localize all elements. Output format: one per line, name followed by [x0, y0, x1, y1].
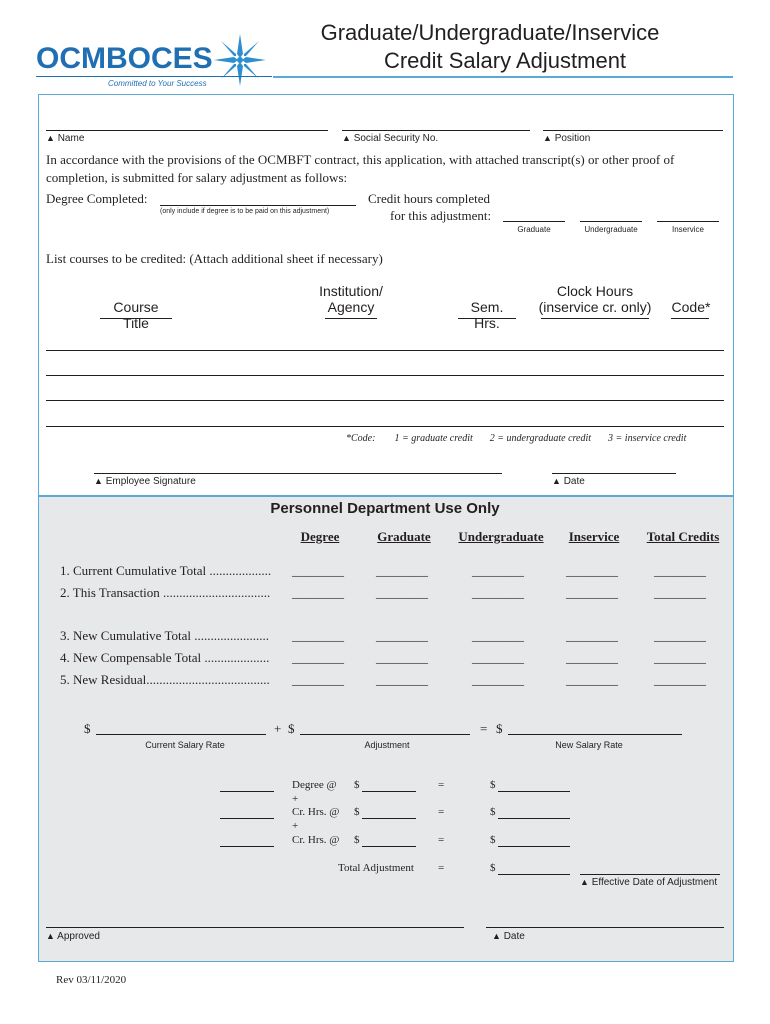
total-adjustment-field[interactable]: [498, 874, 570, 875]
pd-row-field[interactable]: ________: [292, 628, 344, 643]
course-row-line[interactable]: [46, 400, 724, 401]
ssn-label-text: Social Security No.: [353, 133, 439, 144]
adjustment-field[interactable]: [300, 734, 470, 735]
ssn-label: [342, 133, 438, 144]
col-institution-line1: Institution/: [319, 283, 383, 299]
pd-row-field[interactable]: ________: [292, 585, 344, 600]
approved-label: [46, 931, 100, 942]
degree-rate-field[interactable]: [362, 791, 416, 792]
name-line[interactable]: [46, 130, 328, 131]
inservice-hours-field[interactable]: [657, 221, 719, 222]
approved-label-text: Approved: [57, 931, 100, 942]
current-salary-rate-label: Current Salary Rate: [145, 740, 225, 750]
equals-sign: =: [438, 806, 445, 818]
intro-text: In accordance with the provisions of the OCMBFT contract, this application, with attached transcript(s) or other proof of completion, is submitted for salary adjustment as follows:: [46, 152, 675, 185]
triangle-up-icon: ▲: [552, 476, 561, 486]
cr-hrs-at-label: Cr. Hrs. @: [292, 806, 340, 818]
col-sem-hrs-underline: [458, 318, 516, 319]
snowflake-logo-icon: [212, 32, 268, 88]
triangle-up-icon: ▲: [342, 133, 351, 143]
dollar-sign: $: [490, 779, 496, 791]
col-course-title-underline: [100, 318, 172, 319]
plus-sign: +: [292, 820, 299, 832]
position-label-text: Position: [554, 133, 591, 144]
title-underline: [273, 76, 733, 78]
cr-hrs-rate-field-1[interactable]: [362, 818, 416, 819]
pd-row-field[interactable]: ________: [654, 585, 706, 600]
pd-row-field[interactable]: ________: [566, 563, 618, 578]
code-legend: [346, 433, 686, 444]
approved-date-label-text: Date: [503, 931, 525, 942]
personnel-title: Personnel Department Use Only: [270, 500, 500, 517]
pd-row-field[interactable]: ________: [376, 585, 428, 600]
pd-row-field[interactable]: ________: [654, 650, 706, 665]
pd-row-field[interactable]: ________: [566, 672, 618, 687]
code-1: 1 = graduate credit: [394, 433, 473, 444]
employee-signature-label: [94, 476, 196, 487]
dollar-sign: $: [490, 806, 496, 818]
name-label-text: Name: [57, 133, 85, 144]
employee-date-label-text: Date: [563, 476, 585, 487]
pd-row-field[interactable]: ________: [472, 628, 524, 643]
triangle-up-icon: ▲: [94, 476, 103, 486]
code-3: 3 = inservice credit: [608, 433, 687, 444]
approved-date-line[interactable]: [486, 927, 724, 928]
col-sem-hrs-text: Sem. Hrs.: [470, 299, 504, 331]
pd-row-field[interactable]: ________: [292, 563, 344, 578]
pd-row-label: 3. New Cumulative Total .......................: [60, 628, 269, 643]
pd-row-field[interactable]: ________: [376, 628, 428, 643]
col-code-text: Code*: [671, 299, 711, 315]
employee-date-label: [552, 476, 585, 487]
triangle-up-icon: ▲: [46, 931, 55, 941]
col-course-title-text: Course Title: [113, 299, 159, 331]
new-salary-rate-field[interactable]: [508, 734, 682, 735]
ssn-line[interactable]: [342, 130, 530, 131]
approved-line[interactable]: [46, 927, 464, 928]
dollar-sign: $: [490, 862, 496, 874]
salary-equation: [84, 721, 91, 737]
col-clock-line2: (inservice cr. only): [538, 299, 652, 315]
pd-row-field[interactable]: ________: [566, 628, 618, 643]
pd-row-field[interactable]: ________: [654, 672, 706, 687]
pd-row-field[interactable]: ________: [292, 672, 344, 687]
dollar-sign: $: [288, 721, 295, 736]
dollar-sign: $: [490, 834, 496, 846]
dollar-sign: $: [354, 806, 360, 818]
position-line[interactable]: [543, 130, 723, 131]
dollar-sign: $: [84, 721, 91, 736]
pd-row-field[interactable]: ________: [472, 650, 524, 665]
form-title-line1: Graduate/Undergraduate/Inservice: [320, 20, 660, 45]
pd-row-label: 1. Current Cumulative Total ...................: [60, 563, 272, 578]
col-sem-hrs: [456, 299, 518, 331]
undergraduate-label: Undergraduate: [584, 225, 638, 234]
degree-completed-field[interactable]: [160, 205, 356, 206]
course-row-line[interactable]: [46, 350, 724, 351]
employee-date-line[interactable]: [552, 473, 676, 474]
pd-row-field[interactable]: ________: [566, 585, 618, 600]
logo-divider: [36, 76, 272, 77]
undergraduate-hours-field[interactable]: [580, 221, 642, 222]
course-row-line[interactable]: [46, 426, 724, 427]
triangle-up-icon: ▲: [580, 877, 589, 887]
equals-sign: =: [438, 834, 445, 846]
pd-row-field[interactable]: ________: [292, 650, 344, 665]
current-salary-rate-field[interactable]: [96, 734, 266, 735]
dollar-sign: $: [354, 834, 360, 846]
cr-hrs-rate-field-2[interactable]: [362, 846, 416, 847]
triangle-up-icon: ▲: [492, 931, 501, 941]
logo-tagline: Committed to Your Success: [108, 79, 207, 88]
form-title-line2: Credit Salary Adjustment: [383, 48, 627, 73]
col-code: [670, 299, 712, 315]
effective-date-field[interactable]: [580, 874, 720, 875]
courses-instruction: List courses to be credited: (Attach additional sheet if necessary): [46, 251, 383, 266]
cr-hrs-amount-field-1[interactable]: [220, 818, 274, 819]
credit-hours-line2: for this adjustment:: [390, 208, 492, 223]
pd-row-field[interactable]: ________: [566, 650, 618, 665]
credit-hours-line1: Credit hours completed: [368, 191, 491, 206]
revision-date: Rev 03/11/2020: [56, 974, 127, 986]
col-clock-underline: [541, 318, 649, 319]
col-code-underline: [671, 318, 709, 319]
dollar-sign: $: [354, 779, 360, 791]
logo: [36, 32, 276, 92]
pd-row-field[interactable]: ________: [376, 563, 428, 578]
pd-row-field[interactable]: ________: [472, 585, 524, 600]
logo-text: OCMBOCES: [36, 42, 213, 75]
pd-row-field[interactable]: ________: [472, 672, 524, 687]
pd-row-label: 2. This Transaction .................................: [60, 585, 271, 600]
dollar-sign: $: [496, 721, 503, 736]
pd-col-total-credits: Total Credits: [646, 529, 720, 544]
equals-sign: =: [438, 779, 445, 791]
triangle-up-icon: ▲: [543, 133, 552, 143]
pd-col-graduate: Graduate: [377, 529, 431, 544]
pd-row-label: 5. New Residual......................................: [60, 672, 270, 687]
pd-row-field[interactable]: ________: [376, 650, 428, 665]
pd-row-field[interactable]: ________: [376, 672, 428, 687]
cr-hrs-at-label: Cr. Hrs. @: [292, 834, 340, 846]
pd-col-undergraduate: Undergraduate: [458, 529, 544, 544]
name-label: [46, 133, 84, 144]
code-label: *Code:: [346, 433, 376, 444]
new-salary-rate-label: New Salary Rate: [555, 740, 623, 750]
pd-row-field[interactable]: ________: [472, 563, 524, 578]
effective-date-label-text: Effective Date of Adjustment: [591, 877, 718, 888]
degree-at-label: Degree @: [292, 779, 337, 791]
pd-row-field[interactable]: ________: [654, 628, 706, 643]
inservice-label: Inservice: [671, 225, 704, 234]
graduate-label: Graduate: [517, 225, 551, 234]
cr-hrs-total-field-2[interactable]: [498, 846, 570, 847]
cr-hrs-total-field-1[interactable]: [498, 818, 570, 819]
total-adjustment-label: Total Adjustment: [338, 862, 414, 874]
pd-col-degree: Degree: [300, 529, 340, 544]
col-institution: [316, 283, 386, 315]
degree-amount-field[interactable]: [220, 791, 274, 792]
col-institution-underline: [325, 318, 377, 319]
triangle-up-icon: ▲: [46, 133, 55, 143]
position-label: [543, 133, 590, 144]
equals-sign: =: [438, 862, 445, 874]
pd-row-field[interactable]: ________: [654, 563, 706, 578]
pd-col-inservice: Inservice: [568, 529, 620, 544]
col-course-title: [100, 299, 172, 331]
plus-sign: +: [274, 721, 282, 736]
col-clock-line1: Clock Hours: [556, 283, 634, 299]
degree-completed-label: Degree Completed:: [46, 191, 148, 206]
code-2: 2 = undergraduate credit: [489, 433, 592, 444]
pd-row-label: 4. New Compensable Total ....................: [60, 650, 270, 665]
course-row-line[interactable]: [46, 375, 724, 376]
equals-sign: =: [480, 721, 488, 736]
degree-note: (only include if degree is to be paid on this adjustment): [160, 208, 330, 215]
graduate-hours-field[interactable]: [503, 221, 565, 222]
col-clock-hours: [538, 283, 652, 315]
plus-sign: +: [292, 793, 299, 805]
col-institution-line2: Agency: [327, 299, 375, 315]
effective-date-label: [580, 877, 717, 888]
employee-signature-line[interactable]: [94, 473, 502, 474]
adjustment-label: Adjustment: [364, 740, 410, 750]
approved-date-label: [492, 931, 525, 942]
cr-hrs-amount-field-2[interactable]: [220, 846, 274, 847]
employee-signature-label-text: Employee Signature: [105, 476, 196, 487]
degree-total-field[interactable]: [498, 791, 570, 792]
